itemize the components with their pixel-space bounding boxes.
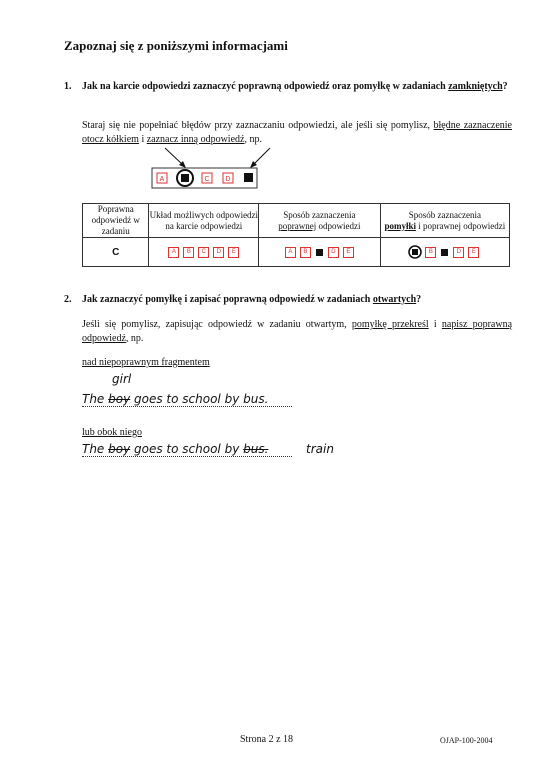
q2-p-u2: napisz poprawną odpowiedź: [82, 319, 513, 344]
layout-box: D: [213, 247, 224, 258]
example-box-c-label: C: [204, 176, 210, 183]
layout-box: B: [183, 247, 194, 258]
header-correct-marking: [259, 204, 380, 238]
q1-p1-mid: i: [138, 134, 147, 145]
q1-p1-u2: zaznacz inną odpowiedź: [146, 134, 245, 145]
h3-a: Sposób zaznaczenia: [283, 209, 356, 220]
arrow-icon: [165, 148, 186, 168]
example-1-label: nad niepoprawnym fragmentem: [82, 357, 210, 368]
layout-box: A: [168, 247, 179, 258]
q2-p-end: , np.: [125, 333, 144, 344]
header-mistake-marking: [380, 204, 509, 238]
filled-box-icon: [441, 249, 448, 256]
circled-filled-box-icon: [408, 245, 422, 259]
correction-above: girl: [112, 372, 132, 386]
h3-b: odpowiedzi: [316, 220, 361, 231]
marking-table: [82, 203, 510, 267]
mistake-box: E: [468, 247, 479, 258]
correct-box: D: [328, 247, 339, 258]
correct-answer-value: C: [83, 238, 149, 267]
example-marking: [150, 145, 280, 195]
correct-box: E: [343, 247, 354, 258]
document-code: OJAP-100-2004: [440, 736, 493, 745]
s1-b: goes to school by bus.: [130, 392, 269, 406]
s2-b: goes to school by: [130, 442, 244, 456]
example-2-sentence: [82, 442, 292, 457]
question-1-text: [82, 80, 512, 94]
filled-box-icon: [316, 249, 323, 256]
q1-text-b: zamkniętych: [448, 81, 503, 92]
s2-struck-2: bus.: [243, 442, 269, 456]
correction-beside: train: [306, 442, 334, 456]
s2-struck: boy: [108, 442, 131, 456]
layout-cell: [149, 238, 259, 267]
example-1-sentence: [82, 392, 292, 407]
header-answer-layout: Układ możliwych odpowiedzi na karcie odpowiedzi: [149, 204, 259, 238]
h4-u: pomyłki: [384, 220, 416, 231]
q2-p-mid: i: [428, 319, 442, 330]
q2-p-a: Jeśli się pomylisz, zapisując odpowiedź w zadaniu otwartym,: [82, 319, 352, 330]
mistake-box: D: [453, 247, 464, 258]
correct-box: B: [300, 247, 311, 258]
question-2-number: 2.: [64, 294, 72, 305]
q1-text-a: Jak na karcie odpowiedzi zaznaczyć poprawną odpowiedź oraz pomyłkę w zadaniach: [82, 81, 449, 92]
mistake-marking-cell: [380, 238, 509, 267]
correct-marking-cell: [259, 238, 380, 267]
q1-p1-end: , np.: [244, 134, 262, 145]
q1-text-c: ?: [502, 81, 508, 92]
s1-struck: boy: [108, 392, 131, 406]
correct-box: A: [285, 247, 296, 258]
filled-box-correct: [244, 173, 253, 182]
h4-b: i poprawnej odpowiedzi: [415, 220, 506, 231]
question-2-text: [82, 293, 512, 307]
question-1-instructions: [82, 119, 512, 147]
example-box-a-label: A: [159, 176, 165, 183]
arrow-icon: [250, 148, 270, 168]
layout-box: E: [228, 247, 239, 258]
filled-box-wrong: [181, 174, 189, 182]
mistake-box: B: [425, 247, 436, 258]
page-title: Zapoznaj się z poniższymi informacjami: [64, 38, 288, 53]
s2-a: The: [82, 442, 109, 456]
question-1-number: 1.: [64, 81, 72, 92]
h3-u: poprawnej: [278, 220, 317, 231]
page-number: Strona 2 z 18: [240, 734, 294, 745]
h4-a: Sposób zaznaczenia: [408, 209, 481, 220]
q1-p1: Staraj się nie popełniać błędów przy zaznaczaniu odpowiedzi, ale jeśli się pomylisz,: [82, 120, 434, 131]
example-2-label: lub obok niego: [82, 427, 142, 438]
question-2-instructions: [82, 318, 512, 346]
q1-p1-u1: błędne zaznaczenie otocz kółkiem: [82, 120, 512, 145]
s1-a: The: [82, 392, 109, 406]
q2-p-u1: pomyłkę przekreśl: [351, 319, 429, 330]
q2-text-c: ?: [416, 294, 422, 305]
q2-text-a: Jak zaznaczyć pomyłkę i zapisać poprawną odpowiedź w zadaniach: [82, 294, 373, 305]
q2-text-b: otwartych: [372, 294, 417, 305]
example-box-d-label: D: [225, 176, 231, 183]
layout-box: C: [198, 247, 209, 258]
header-correct-answer: Poprawna odpowiedź w zadaniu: [83, 204, 149, 238]
